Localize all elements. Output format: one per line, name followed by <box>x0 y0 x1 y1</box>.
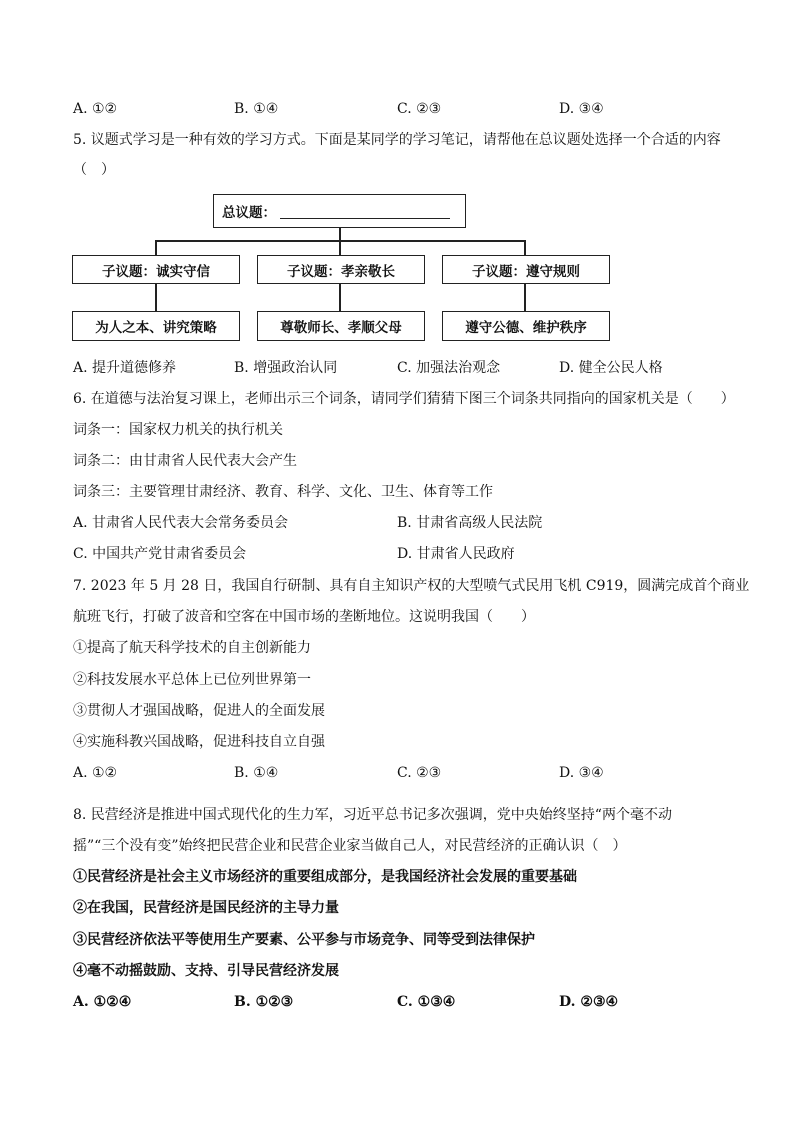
q6-option-b: B. 甘肃省高级人民法院 <box>397 515 543 531</box>
q7-stem-line-2: 航班飞行，打破了波音和空客在中国市场的垄断地位。这说明我国（ ） <box>73 609 535 625</box>
q8-stem-line-2: 摇”“三个没有变”始终把民营企业和民营企业家当做自己人，对民营经济的正确认识（ ） <box>73 838 627 854</box>
q7-item-3: ③贯彻人才强国战略，促进人的全面发展 <box>73 703 325 719</box>
q7-option-d: D. ③④ <box>559 765 604 781</box>
q8-option-d: D. ②③④ <box>559 994 619 1010</box>
diagram-root-label: 总议题： <box>222 205 276 221</box>
connector-leaf-1 <box>155 284 157 311</box>
q7-item-2: ②科技发展水平总体上已位列世界第一 <box>73 672 311 688</box>
q5-option-c: C. 加强法治观念 <box>397 360 501 376</box>
q8-item-2: ②在我国，民营经济是国民经济的主导力量 <box>73 900 339 916</box>
connector-leaf-3 <box>524 284 526 311</box>
q8-item-4: ④毫不动摇鼓励、支持、引导民营经济发展 <box>73 963 339 979</box>
q6-item-2: 词条二：由甘肃省人民代表大会产生 <box>73 453 297 469</box>
leaf-box-1: 为人之本、讲究策略 <box>72 311 240 341</box>
q8-item-3: ③民营经济依法平等使用生产要素、公平参与市场竞争、同等受到法律保护 <box>73 932 535 948</box>
leaf-box-2: 尊敬师长、孝顺父母 <box>257 311 425 341</box>
q7-option-a: A. ①② <box>73 765 118 781</box>
q7-item-1: ①提高了航天科学技术的自主创新能力 <box>73 640 311 656</box>
q8-item-1: ①民营经济是社会主义市场经济的重要组成部分，是我国经济社会发展的重要基础 <box>73 869 577 885</box>
q8-stem-line-1: 8. 民营经济是推进中国式现代化的生力军，习近平总书记多次强调，党中央始终坚持“两个毫不动 <box>73 807 672 823</box>
q6-stem: 6. 在道德与法治复习课上，老师出示三个词条，请同学们猜猜下图三个词条共同指向的国家机关是（ ） <box>73 391 735 407</box>
connector-left-down <box>155 240 157 256</box>
q5-option-a: A. 提升道德修养 <box>73 360 177 376</box>
q8-option-c: C. ①③④ <box>397 994 456 1010</box>
q6-option-c: C. 中国共产党甘肃省委员会 <box>73 546 247 562</box>
q4-option-a: A. ①② <box>73 101 118 117</box>
q7-option-b: B. ①④ <box>234 765 279 781</box>
connector-leaf-2 <box>339 284 341 311</box>
q5-stem: 5. 议题式学习是一种有效的学习方式。下面是某同学的学习笔记，请帮他在总议题处选择一个合适的内容 <box>73 132 721 148</box>
q7-item-4: ④实施科教兴国战略，促进科技自立自强 <box>73 734 325 750</box>
q5-option-b: B. 增强政治认同 <box>234 360 338 376</box>
q6-item-1: 词条一：国家权力机关的执行机关 <box>73 422 283 438</box>
q8-option-a: A. ①②④ <box>73 994 132 1010</box>
connector-right-down <box>524 240 526 256</box>
q5-paren: （ ） <box>73 162 115 178</box>
q4-option-d: D. ③④ <box>559 101 604 117</box>
q6-option-d: D. 甘肃省人民政府 <box>397 546 515 562</box>
q7-option-c: C. ②③ <box>397 765 442 781</box>
q6-option-a: A. 甘肃省人民代表大会常务委员会 <box>73 515 289 531</box>
q7-stem-line-1: 7. 2023 年 5 月 28 日，我国自行研制、具有自主知识产权的大型喷气式民用飞机 C919，圆满完成首个商业 <box>73 578 750 594</box>
q6-item-3: 词条三：主要管理甘肃经济、教育、科学、文化、卫生、体育等工作 <box>73 484 493 500</box>
subtopic-box-3: 子议题：遵守规则 <box>442 255 610 284</box>
subtopic-box-1: 子议题：诚实守信 <box>72 255 240 284</box>
q8-option-b: B. ①②③ <box>234 994 294 1010</box>
connector-mid-down <box>339 240 341 256</box>
diagram-root-blank <box>280 204 450 219</box>
subtopic-box-2: 子议题：孝亲敬长 <box>257 255 425 284</box>
q5-option-d: D. 健全公民人格 <box>559 360 663 376</box>
q4-option-b: B. ①④ <box>234 101 279 117</box>
diagram-root-box <box>213 194 466 228</box>
q4-option-c: C. ②③ <box>397 101 442 117</box>
leaf-box-3: 遵守公德、维护秩序 <box>442 311 610 341</box>
